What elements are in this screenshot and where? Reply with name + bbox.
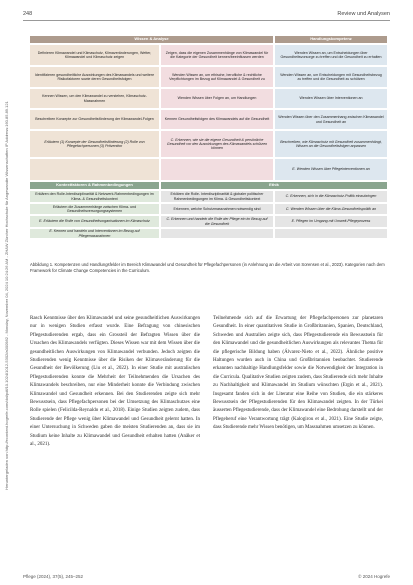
download-sidebar: [1, 10, 11, 580]
journal-citation: Pflege (2024), 37(5), 245–252: [23, 574, 84, 579]
cell-r3c3: Wenden Wissen über Interventionen an: [275, 89, 387, 108]
cell-r1c2: Zeigen, dass die eigenen Zusammenhänge von Klimawandel für die Kategorie der Gesundheit kennen/beeinflussen werden: [161, 45, 273, 65]
cell-r6c2: [161, 159, 273, 180]
header-wissen: Wissen & Analyse: [30, 36, 273, 43]
cell-r4c1: Beschreiben Konzepte zur Gesundheitsförderung der Klimawandel-Folgen: [30, 110, 159, 129]
cell-k1c2: Erklären die Rolle- Interdisziplinarität & globaler politischer Rahmenbedingungen im Klima- & Gesundheitskontext: [161, 191, 273, 202]
cell-r4c3: Wenden Wissen über den Zusammenhang zwischen Klimawandel und Gesundheit an: [275, 110, 387, 129]
cell-r3c2: Wenden Wissen über Folgen an, um Handlungen: [161, 89, 273, 108]
page-header: [23, 11, 390, 19]
cell-k2c3: C. Wenden Wissen über die Klima-Gesundheitspolitik an: [275, 204, 387, 214]
cell-k4c1: E. Kennen und handeln und Interventionen im Bezug auf Pflegemassnahmen: [30, 229, 159, 238]
cell-k3c2: C. Erkennen und handeln die Rolle der Pflege ein im Bezug auf die Gesundheit: [161, 216, 273, 227]
cell-r5c1: Erläutern (1) Konzepte der Gesundheitsförderung (2) Rolle von Pflegefachpersonen (3) Prävention: [30, 131, 159, 157]
cell-r2c1: Identifizieren gesundheitliche Auswirkungen des Klimawandels und weitere Risikofaktoren sowie deren Gesundheitsfolgen: [30, 67, 159, 87]
download-notice: Heruntergeladen von http://econtent.hogrefe.com/doi/pdf/10.1024/1012-5302/a000982 - Monday, November 04, 2024 10:24:26 AM - ZHAW Zürcher Hochschule für Angewandte Wissenschaften IP Address:160.85.89.121: [3, 100, 9, 490]
cell-r1c3: Wenden Wissen an, um Entscheidungen über Gesundheitsvorsorge zu treffen und die Gesundheit zu erhalten: [275, 45, 387, 65]
cell-k4c2: [161, 229, 273, 238]
cell-k1c1: Erklären den Rolle-Interdisziplinarität & Netzwerk-Rahmenbedingungen im Klima- & Gesundheitskontext: [30, 191, 159, 202]
cell-r5c3: Beschreiben, wie Klimaschutz mit Gesundheit zusammenhängt, Wissen an die Gesundheitsfolgen anpassen: [275, 131, 387, 157]
cell-r2c3: Wenden Wissen an, um Entscheidungen mit Gesundheitsbezug zu treffen und die Gesundheit zu schützen: [275, 67, 387, 87]
header-kontext: Kontextfaktoren & Rahmenbedingungen: [30, 182, 159, 189]
cell-k1c3: C. Erkennen, sich in die Klimaschutz-Politik einzubringen: [275, 191, 387, 202]
body-column-right: Teilnehmende sich auf die Erwartung der Pflegefachpersonen zur planetaren Gesundheit. In einer quantitativen Studie in Großbritannien, Spanien, Deutschland, Schweden und Australien zeigte sich, dass Pflegestudierende ein Bewusstsein für den Klimawandel und die gesundheitlichen Auswirkungen als relevantes Thema für die pflegerische Bildung haben (Álvarez-Nieto et al., 2022). Ähnliche positive Haltungen wurden auch in China und Großbritannien beobachtet. Studierende erkannten nachhaltige Handlungsfelder sowie die Notwendigkeit der Integration in die Curricula. Qualitative Studien zeigten zudem, dass Studierende sich mehr Inhalte zu Nachhaltigkeit und Klimawandel im Studium wünschten (Ergin et al., 2021). Insgesamt fanden sich in der Literatur eine Reihe von Studien, die ein stärkeres Bewusstsein der Pflegestudierenden für den Klimawandel zeigten. In der Türkei äusserten Pflegestudierende, dass der Klimawandel eine Bedrohung darstellt und der Pflegeberuf eine Verantwortung trägt (Kalogirou et al., 2021). Eine Studie zeigte, dass Studierende mehr Wissen benötigen, um Massnahmen umsetzen zu können.: [213, 316, 383, 431]
cell-r2c2: Wenden Wissen an, um ethische, berufliche & rechtliche Verpflichtungen im Bezug auf Klimawandel & Gesundheit zu: [161, 67, 273, 87]
cell-k3c1: E. Erläutern die Rolle von Gesundheitsorganisationen im Klimaschutz: [30, 216, 159, 227]
cell-k3c3: E. Pflegen im Umgang mit Umwelt-Pflegeprozess: [275, 216, 387, 227]
cell-r6c1: [30, 159, 159, 180]
header-handlung: Handlungskompetenz: [275, 36, 387, 43]
cell-r6c3: E. Wenden Wissen über Pflegeinterventionen an: [275, 159, 387, 180]
page-footer: [23, 574, 390, 581]
cell-r4c2: Kennen Gesundheitsfolgen des Klimawandels auf die Gesundheit: [161, 110, 273, 129]
cell-r5c2: C. Erkennen, wie sie die eigene Gesundheit & persönliche Gesundheit vor den Auswirkungen des Klimawandels schützen können: [161, 131, 273, 157]
section-title: Review und Analysen: [337, 11, 390, 17]
page-number: 248: [23, 11, 33, 17]
body-column-left: Rasch Kenntnisse über den Klimawandel und seine gesundheitlichen Auswirkungen nur in wenigen Studien erfasst wurde. Eine Befragung von chinesischen Pflegestudierenden ergab, dass ein Grossteil der Befragten Wissen über die Ursachen des Klimawandels verfügten. Dieses Wissen war mit dem Wissen über die gesundheitlichen Auswirkungen von Klimawandel verbunden. Jedoch zeigten die Studierenden wenig Kenntnisse über die Risiken der Klimaveränderung für die Gesundheit der Bevölkerung (Liu et al., 2022). In einer Studie mit australischen Pflegestudierenden konnte die Mehrheit der Teilnehmenden die Ursachen des Klimawandels beschreiben, nur eine Minderheit konnte die Verbindung zwischen Klimawandel und Gesundheit erkennen. Bei den Studierenden zeigte sich mehr Bewusstsein, dass Pflegefachpersonen bei der Umsetzung des Klimaschutzes eine Rolle spielen (Felicilda-Reynaldo et al., 2018). Einige Studien zeigten zudem, dass Studierende der Pflege wenig über Klimawandel und Gesundheit gelernt hatten. In einer Untersuchung in Schweden gaben die meisten Studierenden an, dass sie im Studium keine Inhalte zu Klimawandel und Gesundheit erhalten hatten (Anåker et al., 2021).: [30, 316, 200, 448]
cell-r1c1: Definieren Klimawandel und Klimaschutz, Klimaveränderungen, Wetter, Klimawandel und Klimaschutz zeigen: [30, 45, 159, 65]
cell-k2c2: Erkennen, welche Schutzmassnahmen notwendig sind: [161, 204, 273, 214]
competency-figure: [30, 36, 383, 256]
header-ethik: Ethik: [161, 182, 387, 189]
cell-k2c1: Erläutern die Zusammenhänge zwischen Klima- und Gesundheitsversorgungssystemen: [30, 204, 159, 214]
header-rule: [23, 20, 390, 21]
publisher-copyright: © 2024 Hogrefe: [358, 574, 390, 579]
cell-r3c1: Kennen Wissen, um den Klimawandel zu verstehen, Klimaschutz-Massnahmen: [30, 89, 159, 108]
figure-caption: Abbildung 1. Kompetenzen und Handlungsfelder im Bereich Klimawandel und Gesundheit für Pflegefachpersonen (in Anlehnung an die Arbeit von Sorensen et al., 2023). Kategorien nach dem Framework for Climate Change Competencies in the Curriculum.: [30, 262, 385, 273]
cell-k4c3: [275, 229, 387, 238]
